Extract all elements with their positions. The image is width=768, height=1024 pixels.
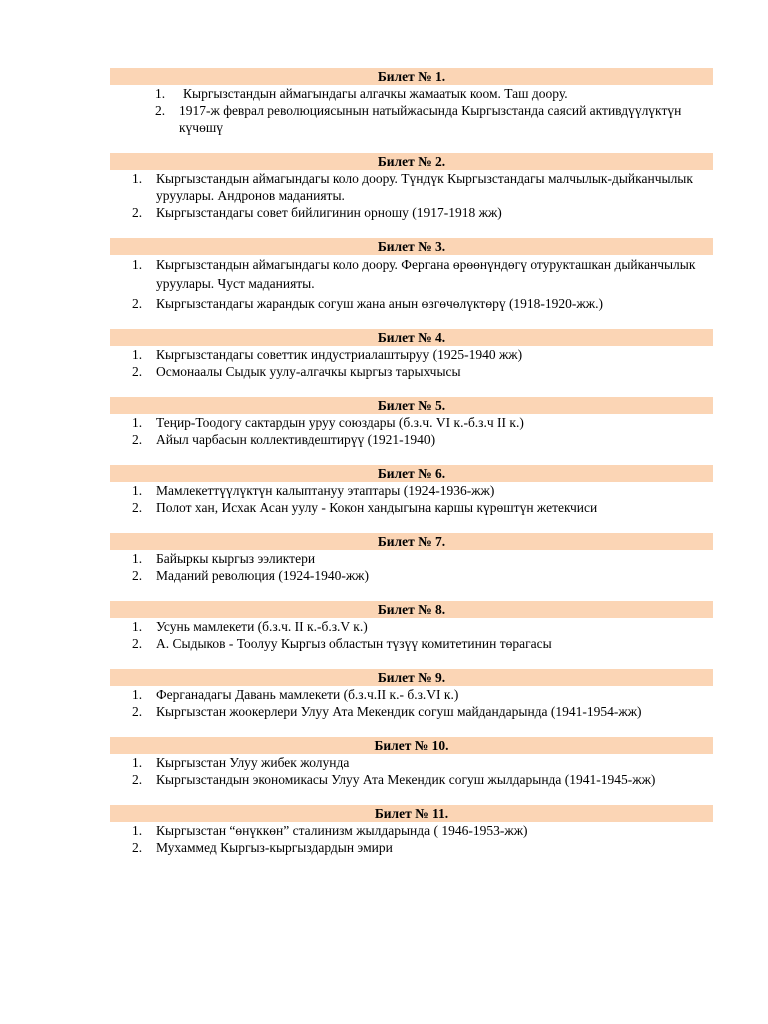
- question-text: А. Сыдыков - Тоолуу Кыргыз областын түзүү комитетинин төрагасы: [156, 636, 552, 651]
- question-list: [110, 346, 713, 380]
- question-item: [110, 431, 713, 448]
- ticket-6: [110, 465, 713, 516]
- question-item: [110, 822, 713, 839]
- question-text: Усунь мамлекети (б.з.ч. II к.-б.з.V к.): [156, 619, 368, 634]
- ticket-title: Билет № 6.: [110, 465, 713, 482]
- question-text: Кыргызстандын аймагындагы алгачкы жамаатык коом. Таш доору.: [183, 86, 568, 101]
- question-number: 1.: [132, 823, 143, 838]
- question-number: 2.: [132, 840, 143, 855]
- ticket-title: Билет № 1.: [110, 68, 713, 85]
- question-list: [110, 414, 713, 448]
- question-item: [110, 170, 713, 204]
- question-item: [110, 567, 713, 584]
- ticket-title: Билет № 4.: [110, 329, 713, 346]
- question-text: Ферганадагы Давань мамлекети (б.з.ч.II к.- б.з.VI к.): [156, 687, 459, 702]
- question-item: [110, 550, 713, 567]
- question-item: [110, 635, 713, 652]
- ticket-title: Билет № 11.: [110, 805, 713, 822]
- question-item: [110, 414, 713, 431]
- question-item: [110, 363, 713, 380]
- question-list: [110, 618, 713, 652]
- question-item: [110, 839, 713, 856]
- question-item: [110, 255, 713, 293]
- question-list: [110, 686, 713, 720]
- question-number: 2.: [132, 364, 143, 379]
- question-text: 1917-ж феврал революциясынын натыйжасында Кыргызстанда саясий активдүүлүктүн күчөшү: [179, 103, 682, 135]
- ticket-10: [110, 737, 713, 788]
- question-list: [110, 550, 713, 584]
- question-item: [110, 204, 713, 221]
- ticket-title: Билет № 8.: [110, 601, 713, 618]
- ticket-2: [110, 153, 713, 221]
- question-number: 2.: [132, 772, 143, 787]
- question-item: [110, 102, 713, 136]
- question-item: [110, 771, 713, 788]
- question-text: Кыргызстандагы совет бийлигинин орношу (1917-1918 жж): [156, 205, 502, 220]
- question-number: 1.: [132, 755, 143, 770]
- ticket-9: [110, 669, 713, 720]
- question-number: 2.: [132, 704, 143, 719]
- question-text: Мамлекеттүүлүктүн калыптануу этаптары (1924-1936-жж): [156, 483, 495, 498]
- ticket-5: [110, 397, 713, 448]
- question-item: [110, 295, 713, 312]
- ticket-title: Билет № 9.: [110, 669, 713, 686]
- question-number: 2.: [132, 636, 143, 651]
- question-item: [110, 499, 713, 516]
- question-number: 1.: [132, 347, 143, 362]
- ticket-title: Билет № 5.: [110, 397, 713, 414]
- ticket-title: Билет № 7.: [110, 533, 713, 550]
- question-text: Кыргызстандагы советтик индустриалаштыруу (1925-1940 жж): [156, 347, 523, 362]
- question-item: [110, 85, 713, 102]
- ticket-1: [110, 68, 713, 136]
- question-item: [110, 346, 713, 363]
- question-number: 2.: [132, 296, 143, 311]
- ticket-title: Билет № 10.: [110, 737, 713, 754]
- question-text: Кыргызстан жоокерлери Улуу Ата Мекендик согуш майдандарында (1941-1954-жж): [156, 704, 642, 719]
- question-item: [110, 482, 713, 499]
- ticket-7: [110, 533, 713, 584]
- question-number: 2.: [132, 568, 143, 583]
- question-list: [110, 85, 713, 136]
- ticket-title: Билет № 2.: [110, 153, 713, 170]
- question-text: Кыргызстан Улуу жибек жолунда: [156, 755, 350, 770]
- question-item: [110, 754, 713, 771]
- ticket-title: Билет № 3.: [110, 238, 713, 255]
- question-item: [110, 686, 713, 703]
- ticket-document: [110, 68, 713, 856]
- question-number: 2.: [132, 205, 143, 220]
- question-text: Кыргызстандагы жарандык согуш жана анын өзгөчөлүктөрү (1918-1920-жж.): [156, 296, 603, 311]
- question-number: 1.: [132, 171, 143, 186]
- ticket-11: [110, 805, 713, 856]
- question-number: 1.: [132, 687, 143, 702]
- question-number: 1.: [155, 86, 166, 101]
- question-list: [110, 170, 713, 221]
- question-list: [110, 482, 713, 516]
- ticket-3: [110, 238, 713, 312]
- ticket-8: [110, 601, 713, 652]
- question-number: 1.: [132, 257, 143, 272]
- question-item: [110, 703, 713, 720]
- question-text: Кыргызстандын аймагындагы коло доору. Түндүк Кыргызстандагы малчылык-дыйканчылык уруулары. Андронов маданияты.: [156, 171, 693, 203]
- question-text: Теңир-Тоодогу сактардын уруу союздары (б.з.ч. VI к.-б.з.ч II к.): [156, 415, 524, 430]
- question-text: Полот хан, Исхак Асан уулу - Кокон хандыгына каршы күрөштүн жетекчиси: [156, 500, 598, 515]
- question-list: [110, 255, 713, 312]
- question-text: Байыркы кыргыз ээликтери: [156, 551, 316, 566]
- question-list: [110, 754, 713, 788]
- question-text: Маданий революция (1924-1940-жж): [156, 568, 369, 583]
- question-text: Айыл чарбасын коллективдештирүү (1921-1940): [156, 432, 436, 447]
- question-text: Кыргызстандын аймагындагы коло доору. Фергана өрөөнүндөгү отурукташкан дыйканчылык уруулары. Чуст маданияты.: [156, 257, 696, 291]
- question-item: [110, 618, 713, 635]
- question-text: Мухаммед Кыргыз-кыргыздардын эмири: [156, 840, 393, 855]
- question-number: 1.: [132, 483, 143, 498]
- question-text: Осмонаалы Сыдык уулу-алгачкы кыргыз тарыхчысы: [156, 364, 461, 379]
- question-number: 1.: [132, 619, 143, 634]
- question-number: 1.: [132, 415, 143, 430]
- question-number: 2.: [132, 500, 143, 515]
- question-text: Кыргызстан “өнүккөн” сталинизм жылдарында ( 1946-1953-жж): [156, 823, 528, 838]
- question-number: 2.: [132, 432, 143, 447]
- ticket-4: [110, 329, 713, 380]
- question-number: 1.: [132, 551, 143, 566]
- question-text: Кыргызстандын экономикасы Улуу Ата Мекендик согуш жылдарында (1941-1945-жж): [156, 772, 656, 787]
- question-number: 2.: [155, 103, 166, 118]
- question-list: [110, 822, 713, 856]
